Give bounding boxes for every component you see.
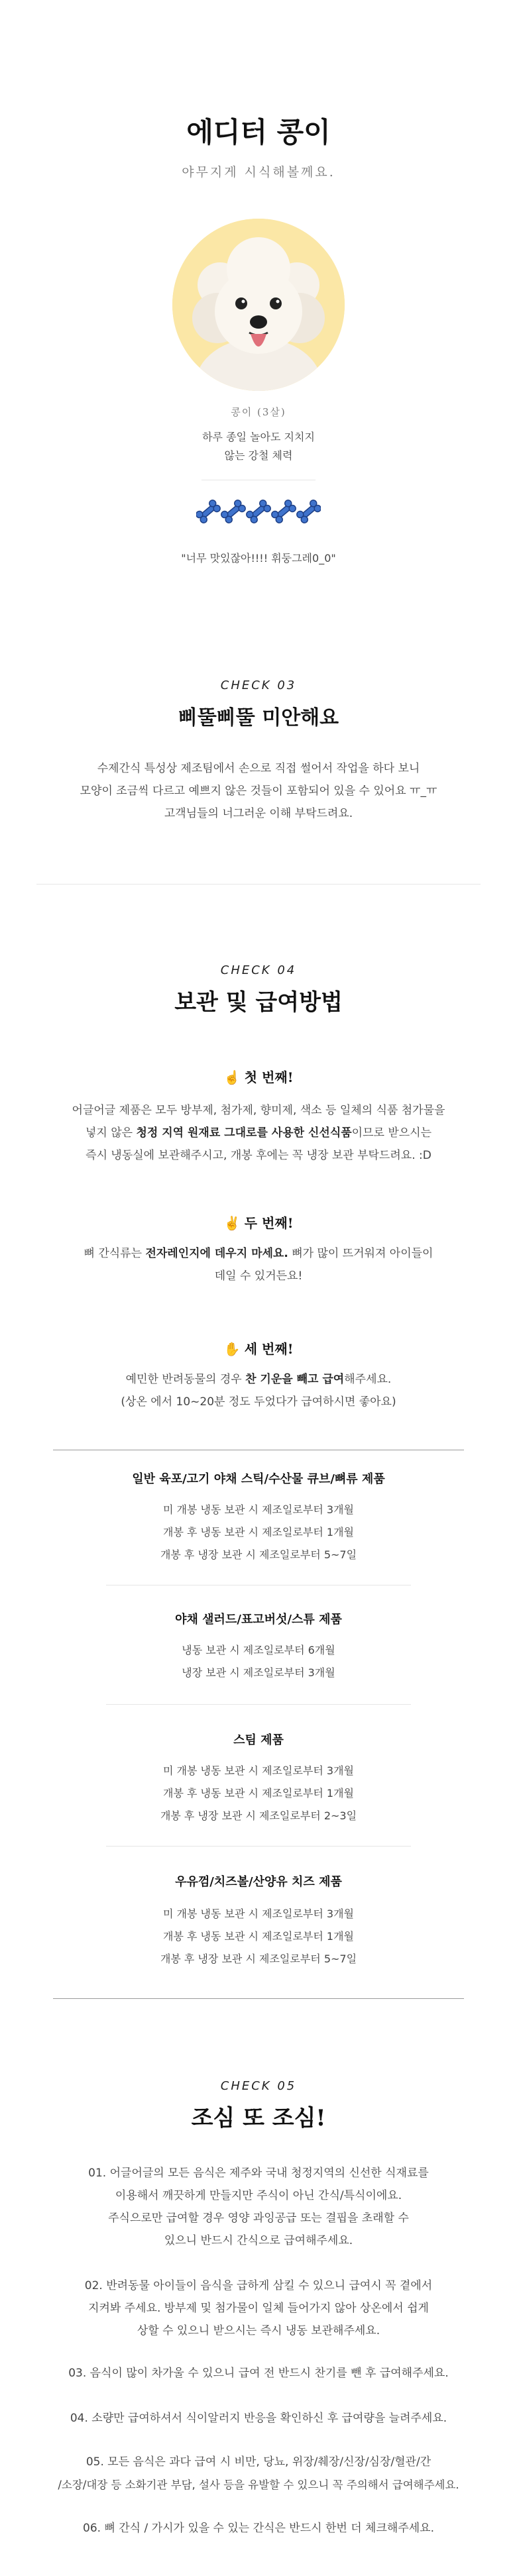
third-line-2: (상온 에서 10~20분 정도 두었다가 급여하시면 좋아요) — [121, 1395, 396, 1409]
caution-04: 04. 소량만 급여하셔서 식이알러지 반응을 확인하신 후 급여량을 늘려주세요. — [70, 2412, 447, 2425]
check05-label: CHECK 05 — [220, 2079, 297, 2093]
second-line-1c: 뼈가 많이 뜨거워져 아이들이 — [288, 1247, 433, 1260]
editor-title: 에디터 콩이 — [186, 116, 331, 148]
storage-title-1: 일반 육포/고기 야채 스틱/수산물 큐브/뼈류 제품 — [132, 1472, 385, 1486]
caution-01-line-2: 이용해서 깨끗하게 만들지만 주식이 아닌 간식/특식이에요. — [115, 2189, 402, 2202]
check03-body-line-2: 모양이 조금씩 다르고 예쁘지 않은 것들이 포함되어 있을 수 있어요 ㅠ_ㅠ — [80, 784, 437, 798]
second-heading-text: 두 번째! — [244, 1215, 294, 1231]
caution-02-line-1: 02. 반려동물 아이들이 음식을 급하게 삼킬 수 있으니 급여시 꼭 곁에서 — [84, 2279, 433, 2292]
caution-02-line-2: 지켜봐 주세요. 방부제 및 첨가물이 일체 들어가지 않아 상온에서 쉽게 — [88, 2302, 429, 2315]
editor-name-caption: 콩이 (3살) — [231, 406, 286, 418]
hand-icon: ☝ — [223, 1069, 245, 1085]
editor-subtitle: 야무지게 시식해볼께요. — [182, 165, 335, 180]
section-divider — [36, 884, 481, 885]
bone-icon — [270, 499, 297, 524]
storage-2-line-2: 냉장 보관 시 제조일로부터 3개월 — [182, 1666, 335, 1679]
caution-06: 06. 뼈 간식 / 가시가 있을 수 있는 간식은 반드시 한번 더 체크해주세요. — [83, 2522, 434, 2535]
storage-3-line-3: 개봉 후 냉장 보관 시 제조일로부터 2~3일 — [160, 1809, 357, 1822]
editor-avatar — [172, 219, 345, 391]
hand-icon: ✌ — [223, 1215, 245, 1231]
storage-1-line-1: 미 개봉 냉동 보관 시 제조일로부터 3개월 — [163, 1503, 354, 1516]
storage-4-line-2: 개봉 후 냉동 보관 시 제조일로부터 1개월 — [163, 1930, 354, 1943]
first-line-2c: 이므로 받으시는 — [351, 1126, 432, 1140]
storage-4-line-3: 개봉 후 냉장 보관 시 제조일로부터 5~7일 — [160, 1953, 357, 1965]
third-line-1-highlight: 찬 기운을 빼고 급여 — [245, 1373, 345, 1386]
second-line-1 — [0, 1243, 517, 1265]
first-heading — [0, 1067, 517, 1088]
check03-title: 삐뚤삐뚤 미안해요 — [178, 706, 339, 729]
check03-label: CHECK 03 — [220, 678, 297, 692]
second-heading — [0, 1212, 517, 1234]
caution-01-line-3: 주식으로만 급여할 경우 영양 과잉공급 또는 결핍을 초래할 수 — [108, 2212, 409, 2225]
hand-icon: ✋ — [223, 1341, 245, 1357]
storage-3-line-1: 미 개봉 냉동 보관 시 제조일로부터 3개월 — [163, 1764, 354, 1777]
second-line-1a: 뼈 간식류는 — [84, 1247, 146, 1260]
storage-bottom-divider — [53, 1998, 464, 1999]
bone-icon — [296, 499, 321, 524]
storage-1-line-2: 개봉 후 냉동 보관 시 제조일로부터 1개월 — [163, 1526, 354, 1538]
storage-title-3: 스팀 제품 — [233, 1733, 284, 1747]
check03-body-line-1: 수제간식 특성상 제조팀에서 손으로 직접 썰어서 작업을 하다 보니 — [97, 762, 420, 775]
bone-icon — [245, 499, 272, 524]
second-line-2: 데일 수 있거든요! — [214, 1269, 303, 1283]
bone-icon — [196, 499, 221, 524]
first-line-1: 어글어글 제품은 모두 방부제, 첨가제, 향미제, 색소 등 일체의 식품 첨가물을 — [72, 1104, 445, 1117]
check03-body-line-3: 고객님들의 너그러운 이해 부탁드려요. — [164, 807, 353, 820]
check05-title: 조심 또 조심! — [191, 2105, 326, 2131]
storage-3-line-2: 개봉 후 냉동 보관 시 제조일로부터 1개월 — [163, 1787, 354, 1799]
editor-desc-line-1: 하루 종일 놀아도 지치지 — [202, 431, 315, 443]
storage-title-2: 야채 샐러드/표고버섯/스튜 제품 — [175, 1613, 342, 1627]
storage-title-4: 우유껌/치즈볼/산양유 치즈 제품 — [175, 1875, 342, 1889]
storage-divider — [106, 1704, 411, 1705]
first-line-3: 즉시 냉동실에 보관해주시고, 개봉 후에는 꼭 냉장 보관 부탁드려요. :D — [86, 1149, 431, 1162]
editor-quote: "너무 맛있잖아!!!! 휘둥그레0_0" — [181, 552, 336, 564]
first-heading-text: 첫 번째! — [244, 1069, 294, 1085]
caution-02-line-3: 상할 수 있으니 받으시는 즉시 냉동 보관해주세요. — [137, 2324, 380, 2337]
caution-01-line-1: 01. 어글어글의 모든 음식은 제주와 국내 청정지역의 신선한 식재료를 — [88, 2167, 429, 2180]
bone-icon — [220, 499, 247, 524]
check04-title: 보관 및 급여방법 — [174, 989, 343, 1016]
check04-label: CHECK 04 — [220, 963, 297, 977]
storage-divider — [106, 1846, 411, 1847]
caution-03: 03. 음식이 많이 차가울 수 있으니 급여 전 반드시 찬기를 뺀 후 급여해주세요. — [68, 2367, 449, 2380]
third-heading-text: 세 번째! — [244, 1341, 294, 1357]
storage-4-line-1: 미 개봉 냉동 보관 시 제조일로부터 3개월 — [163, 1907, 354, 1920]
storage-2-line-1: 냉동 보관 시 제조일로부터 6개월 — [182, 1644, 335, 1656]
caution-05-line-2: /소장/대장 등 소화기관 부담, 설사 등을 유발할 수 있으니 꼭 주의해서 급여해주세요. — [58, 2479, 459, 2491]
third-line-1c: 해주세요. — [344, 1373, 392, 1386]
caution-01-line-4: 있으니 반드시 간식으로 급여해주세요. — [164, 2234, 353, 2247]
first-line-2 — [0, 1122, 517, 1144]
rating-bones — [196, 492, 321, 531]
first-line-2-highlight: 청정 지역 원재료 그대로를 사용한 신선식품 — [136, 1126, 352, 1140]
caution-05-line-1: 05. 모든 음식은 과다 급여 시 비만, 당뇨, 위장/췌장/신장/심장/혈관/간 — [86, 2455, 431, 2469]
dog-photo — [172, 219, 345, 391]
second-line-1-highlight: 전자레인지에 데우지 마세요. — [145, 1247, 288, 1260]
editor-desc-line-2: 않는 강철 체력 — [224, 449, 293, 462]
first-line-2a: 넣지 않은 — [85, 1126, 137, 1140]
storage-1-line-3: 개봉 후 냉장 보관 시 제조일로부터 5~7일 — [160, 1548, 357, 1561]
third-line-1 — [0, 1369, 517, 1391]
third-line-1a: 예민한 반려동물의 경우 — [125, 1373, 246, 1386]
third-heading — [0, 1338, 517, 1360]
